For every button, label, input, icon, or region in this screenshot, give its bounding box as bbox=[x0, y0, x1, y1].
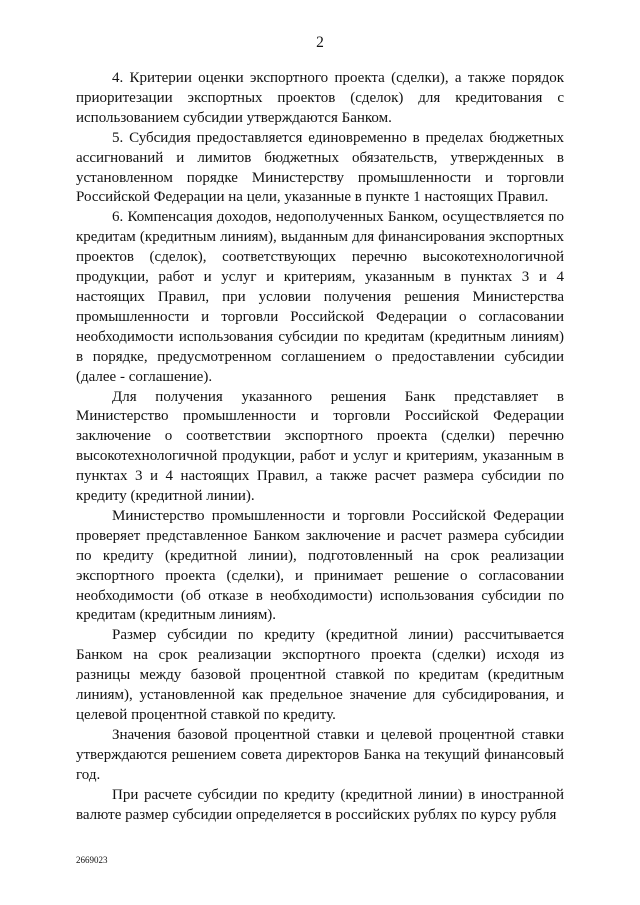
document-code: 2669023 bbox=[76, 855, 108, 865]
paragraph-subsidy-size: Размер субсидии по кредиту (кредитной линии) рассчитывается Банком на срок реализации экспортного проекта (сделки) исходя из разницы между базовой процентной ставкой по кредитам (кредитным линиям), установленной как предельное значение для субсидирования, и целевой процентной ставкой по кредиту. bbox=[76, 627, 564, 723]
paragraph-ministry-review: Министерство промышленности и торговли Российской Федерации проверяет представленное Банком заключение и расчет размера субсидии по кредиту (кредитной линии), подготовленный на срок реализации экспортного проекта (сделки), и принимает решение о согласовании необходимости (об отказе в необходимости) использования субсидии по кредитам (кредитным линиям). bbox=[76, 507, 564, 624]
paragraph-6: 6. Компенсация доходов, недополученных Банком, осуществляется по кредитам (кредитным линиям), выданным для финансирования экспортных проектов (сделок), соответствующих перечню высокотехнологичной продукции, работ и услуг и критериям, указанным в пунктах 3 и 4 настоящих Правил, при условии получения решения Министерства промышленности и торговли Российской Федерации о согласовании необходимости использования субсидии по кредитам (кредитным линиям) в порядке, предусмотренном соглашением о предоставлении субсидии (далее - соглашение). bbox=[76, 209, 564, 385]
paragraph-foreign-currency: При расчете субсидии по кредиту (кредитной линии) в иностранной валюте размер субсидии определяется в российских рублях по курсу рубля bbox=[76, 786, 564, 823]
page-number: 2 bbox=[316, 34, 324, 51]
paragraph-4: 4. Критерии оценки экспортного проекта (сделки), а также порядок приоритезации экспортных проектов (сделок) для кредитования с использованием субсидии утверждаются Банком. bbox=[76, 70, 564, 126]
paragraph-rate-values: Значения базовой процентной ставки и целевой процентной ставки утверждаются решением совета директоров Банка на текущий финансовый год. bbox=[76, 726, 564, 783]
document-body bbox=[76, 69, 564, 825]
paragraph-5: 5. Субсидия предоставляется единовременно в пределах бюджетных ассигнований и лимитов бюджетных обязательств, утвержденных в установленном порядке Министерству промышленности и торговли Российской Федерации на цели, указанные в пункте 1 настоящих Правил. bbox=[76, 129, 564, 206]
paragraph-bank-submission: Для получения указанного решения Банк представляет в Министерство промышленности и торговли Российской Федерации заключение о соответствии экспортного проекта (сделки) перечню высокотехнологичной продукции, работ и услуг и критериям, указанным в пунктах 3 и 4 настоящих Правил, а также расчет размера субсидии по кредиту (кредитной линии). bbox=[76, 388, 564, 505]
